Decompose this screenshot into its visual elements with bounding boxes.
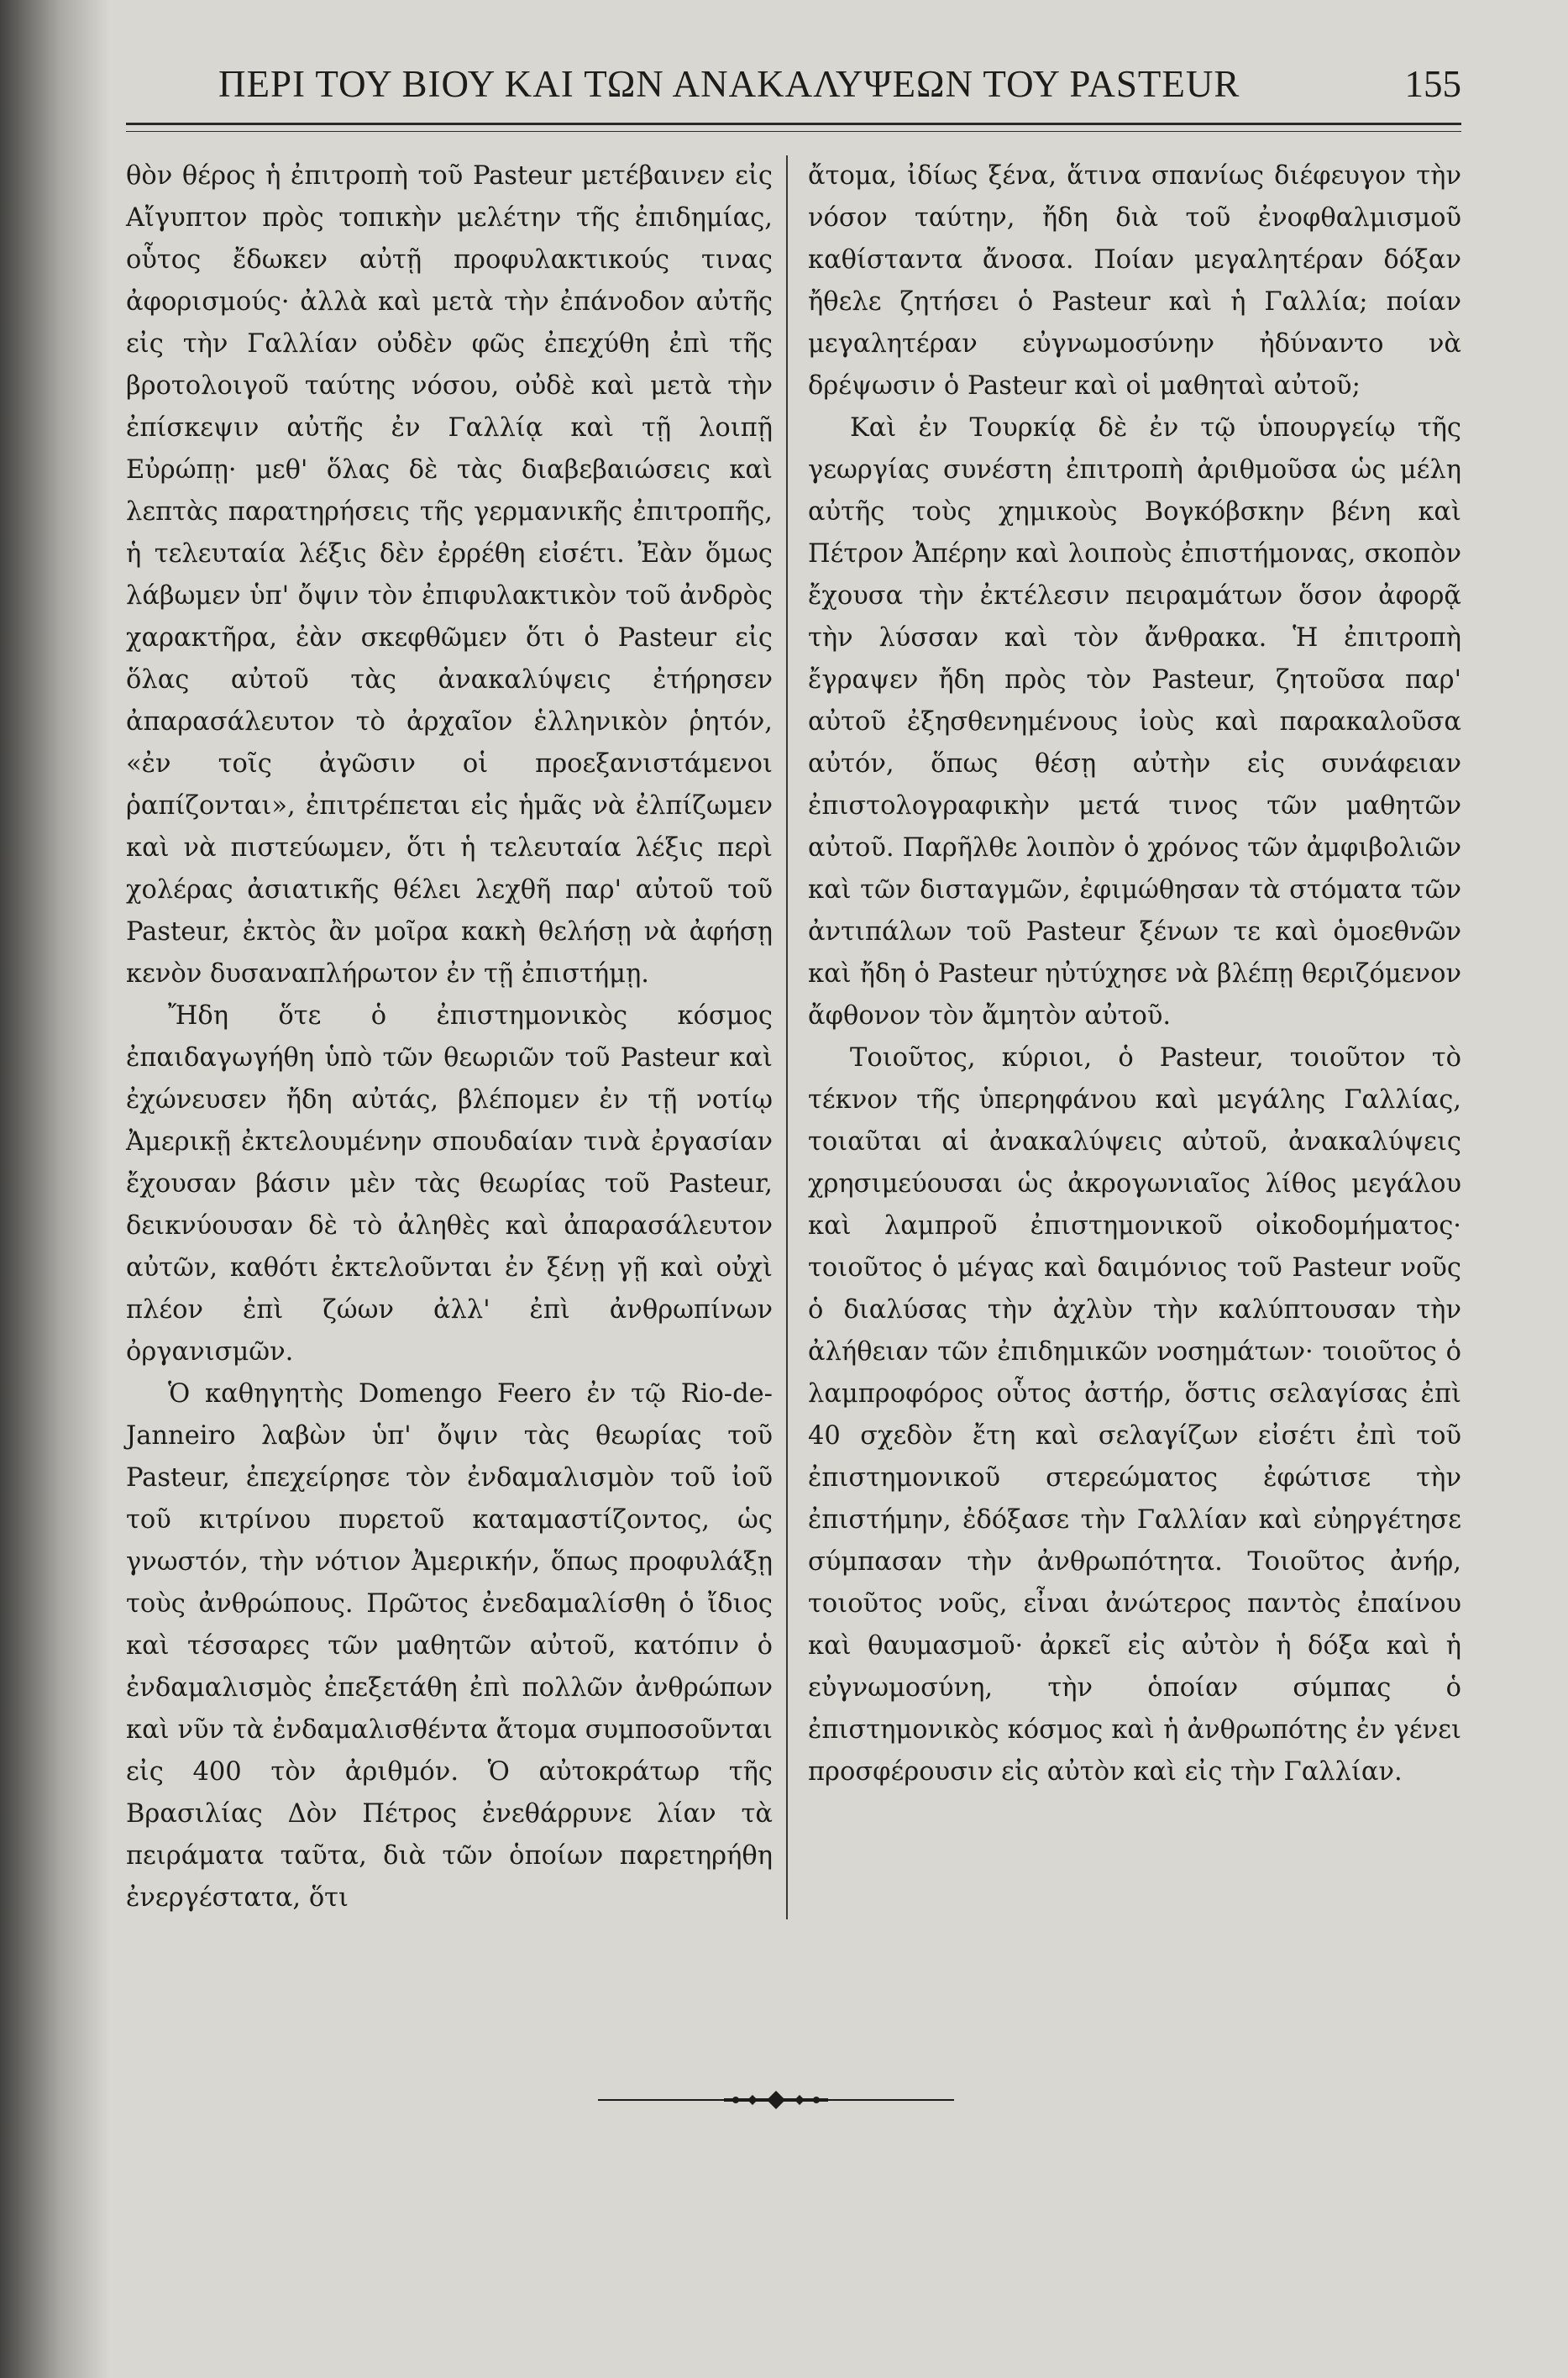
book-spine-shadow — [0, 0, 109, 2378]
right-paragraph-1: ἄτομα, ἰδίως ξένα, ἅτινα σπανίως διέφευγον τὴν νόσον ταύτην, ἤδη διὰ τοῦ ἐνοφθαλμισμοῦ καθίσταντα ἄνοσα. Ποίαν μεγαλητέραν δόξαν ἤθελε ζητήσει ὁ Pasteur καὶ ἡ Γαλλία; ποίαν μεγαλητέραν εὐγνωμοσύνην ἠδύναντο νὰ δρέψωσιν ὁ Pasteur καὶ οἱ μαθηταὶ αὐτοῦ; — [808, 161, 1461, 401]
right-column — [808, 155, 1461, 1793]
running-head — [126, 59, 1461, 118]
right-paragraph-3: Τοιοῦτος, κύριοι, ὁ Pasteur, τοιοῦτον τὸ τέκνον τῆς ὑπερηφάνου καὶ μεγάλης Γαλλίας, τοιαῦται αἱ ἀνακαλύψεις αὐτοῦ, ἀνακαλύψεις χρησιμεύουσαι ὡς ἀκρογωνιαῖος λίθος μεγάλου καὶ λαμπροῦ ἐπιστημονικοῦ οἰκοδομήματος· τοιοῦτος ὁ μέγας καὶ δαιμόνιος τοῦ Pasteur νοῦς ὁ διαλύσας τὴν ἀχλὺν τὴν καλύπτουσαν τὴν ἀλήθειαν τῶν ἐπιδημικῶν νοσημάτων· τοιοῦτος ὁ λαμπροφόρος οὗτος ἀστήρ, ὅστις σελαγίσας ἐπὶ 40 σχεδὸν ἔτη καὶ σελαγίζων εἰσέτι ἐπὶ τοῦ ἐπιστημονικοῦ στερεώματος ἐφώτισε τὴν ἐπιστήμην, ἐδόξασε τὴν Γαλλίαν καὶ εὐηργέτησε σύμπασαν τὴν ἀνθρωπότητα. Τοιοῦτος ἀνήρ, τοιοῦτος νοῦς, εἶναι ἀνώτερος παντὸς ἐπαίνου καὶ θαυμασμοῦ· ἀρκεῖ εἰς αὐτὸν ἡ δόξα καὶ ἡ εὐγνωμοσύνη, τὴν ὁποίαν σύμπας ὁ ἐπιστημονικὸς κόσμος καὶ ἡ ἀνθρωπότης ἐν γένει προσφέρουσιν εἰς αὐτὸν καὶ εἰς τὴν Γαλλίαν. — [808, 1043, 1461, 1787]
header-rule-thin — [126, 131, 1461, 132]
running-title: ΠΕΡΙ ΤΟΥ ΒΙΟΥ ΚΑΙ ΤΩΝ ΑΝΑΚΑΛΥΨΕΩΝ ΤΟΥ PASTEUR — [218, 63, 1240, 105]
header-rule-thick — [126, 123, 1461, 125]
left-paragraph-3: Ὁ καθηγητὴς Domengo Feero ἐν τῷ Rio-de-Janneiro λαβὼν ὑπ' ὄψιν τὰς θεωρίας τοῦ Pasteur, ἐπεχείρησε τὸν ἐνδαμαλισμὸν τοῦ ἰοῦ τοῦ κιτρίνου πυρετοῦ καταμαστίζοντος, ὡς γνωστόν, τὴν νότιον Ἀμερικήν, ὅπως προφυλάξῃ τοὺς ἀνθρώπους. Πρῶτος ἐνεδαμαλίσθη ὁ ἴδιος καὶ τέσσαρες τῶν μαθητῶν αὐτοῦ, κατόπιν ὁ ἐνδαμαλισμὸς ἐπεξετάθη ἐπὶ πολλῶν ἀνθρώπων καὶ νῦν τὰ ἐνδαμαλισθέντα ἄτομα συμποσοῦνται εἰς 400 τὸν ἀριθμόν. Ὁ αὐτοκράτωρ τῆς Βρασιλίας Δὸν Πέτρος ἐνεθάρρυνε λίαν τὰ πειράματα ταῦτα, διὰ τῶν ὁποίων παρετηρήθη ἐνεργέστατα, ὅτι — [126, 1379, 773, 1913]
left-paragraph-1: θὸν θέρος ἡ ἐπιτροπὴ τοῦ Pasteur μετέβαινεν εἰς Αἴγυπτον πρὸς τοπικὴν μελέτην τῆς ἐπιδημίας, οὗτος ἔδωκεν αὐτῇ προφυλακτικούς τινας ἀφορισμούς· ἀλλὰ καὶ μετὰ τὴν ἐπάνοδον αὐτῆς εἰς τὴν Γαλλίαν οὐδὲν φῶς ἐπεχύθη ἐπὶ τῆς βροτολοιγοῦ ταύτης νόσου, οὐδὲ καὶ μετὰ τὴν ἐπίσκεψιν αὐτῆς ἐν Γαλλίᾳ καὶ τῇ λοιπῇ Εὐρώπῃ· μεθ' ὅλας δὲ τὰς διαβεβαιώσεις καὶ λεπτὰς παρατηρήσεις τῆς γερμανικῆς ἐπιτροπῆς, ἡ τελευταία λέξις δὲν ἐρρέθη εἰσέτι. Ἐὰν ὅμως λάβωμεν ὑπ' ὄψιν τὸν ἐπιφυλακτικὸν τοῦ ἀνδρὸς χαρακτῆρα, ἐὰν σκεφθῶμεν ὅτι ὁ Pasteur εἰς ὅλας αὐτοῦ τὰς ἀνακαλύψεις ἐτήρησεν ἀπαρασάλευτον τὸ ἀρχαῖον ἑλληνικὸν ῥητόν, «ἐν τοῖς ἀγῶσιν οἱ προεξανιστάμενοι ῥαπίζονται», ἐπιτρέπεται εἰς ἡμᾶς νὰ ἐλπίζωμεν καὶ νὰ πιστεύωμεν, ὅτι ἡ τελευταία λέξις περὶ χολέρας ἀσιατικῆς θέλει λεχθῆ παρ' αὐτοῦ τοῦ Pasteur, ἐκτὸς ἂν μοῖρα κακὴ θελήσῃ νὰ ἀφήσῃ κενὸν δυσαναπλήρωτον ἐν τῇ ἐπιστήμῃ. — [126, 161, 773, 989]
column-divider — [786, 155, 788, 1919]
left-paragraph-2: Ἤδη ὅτε ὁ ἐπιστημονικὸς κόσμος ἐπαιδαγωγήθη ὑπὸ τῶν θεωριῶν τοῦ Pasteur καὶ ἐχώνευσεν ἤδη αὐτάς, βλέπομεν ἐν τῇ νοτίῳ Ἀμερικῇ ἐκτελουμένην σπουδαίαν τινὰ ἐργασίαν ἔχουσαν βάσιν μὲν τὰς θεωρίας τοῦ Pasteur, δεικνύουσαν δὲ τὸ ἀληθὲς καὶ ἀπαρασάλευτον αὐτῶν, καθότι ἐκτελοῦνται ἐν ξένῃ γῇ καὶ οὐχὶ πλέον ἐπὶ ζώων ἀλλ' ἐπὶ ἀνθρωπίνων ὀργανισμῶν. — [126, 1001, 773, 1367]
right-paragraph-2: Καὶ ἐν Τουρκίᾳ δὲ ἐν τῷ ὑπουργείῳ τῆς γεωργίας συνέστη ἐπιτροπὴ ἀριθμοῦσα ὡς μέλη αὐτῆς τοὺς χημικοὺς Βογκόβσκην βένη καὶ Πέτρον Ἀπέρην καὶ λοιποὺς ἐπιστήμονας, σκοπὸν ἔχουσα τὴν ἐκτέλεσιν πειραμάτων ὅσον ἀφορᾷ τὴν λύσσαν καὶ τὸν ἄνθρακα. Ἡ ἐπιτροπὴ ἔγραψεν ἤδη πρὸς τὸν Pasteur, ζητοῦσα παρ' αὐτοῦ ἐξησθενημένους ἰοὺς καὶ παρακαλοῦσα αὐτόν, ὅπως θέσῃ αὐτὴν εἰς συνάφειαν ἐπιστολογραφικὴν μετά τινος τῶν μαθητῶν αὐτοῦ. Παρῆλθε λοιπὸν ὁ χρόνος τῶν ἀμφιβολιῶν καὶ τῶν δισταγμῶν, ἐφιμώθησαν τὰ στόματα τῶν ἀντιπάλων τοῦ Pasteur ξένων τε καὶ ὁμοεθνῶν καὶ ἤδη ὁ Pasteur ηὐτύχησε νὰ βλέπῃ θεριζόμενον ἄφθονον τὸν ἄμητὸν αὐτοῦ. — [808, 413, 1461, 1031]
left-column — [126, 155, 773, 1919]
page-number: 155 — [1404, 63, 1461, 105]
fleuron-rule-icon — [598, 2087, 954, 2113]
